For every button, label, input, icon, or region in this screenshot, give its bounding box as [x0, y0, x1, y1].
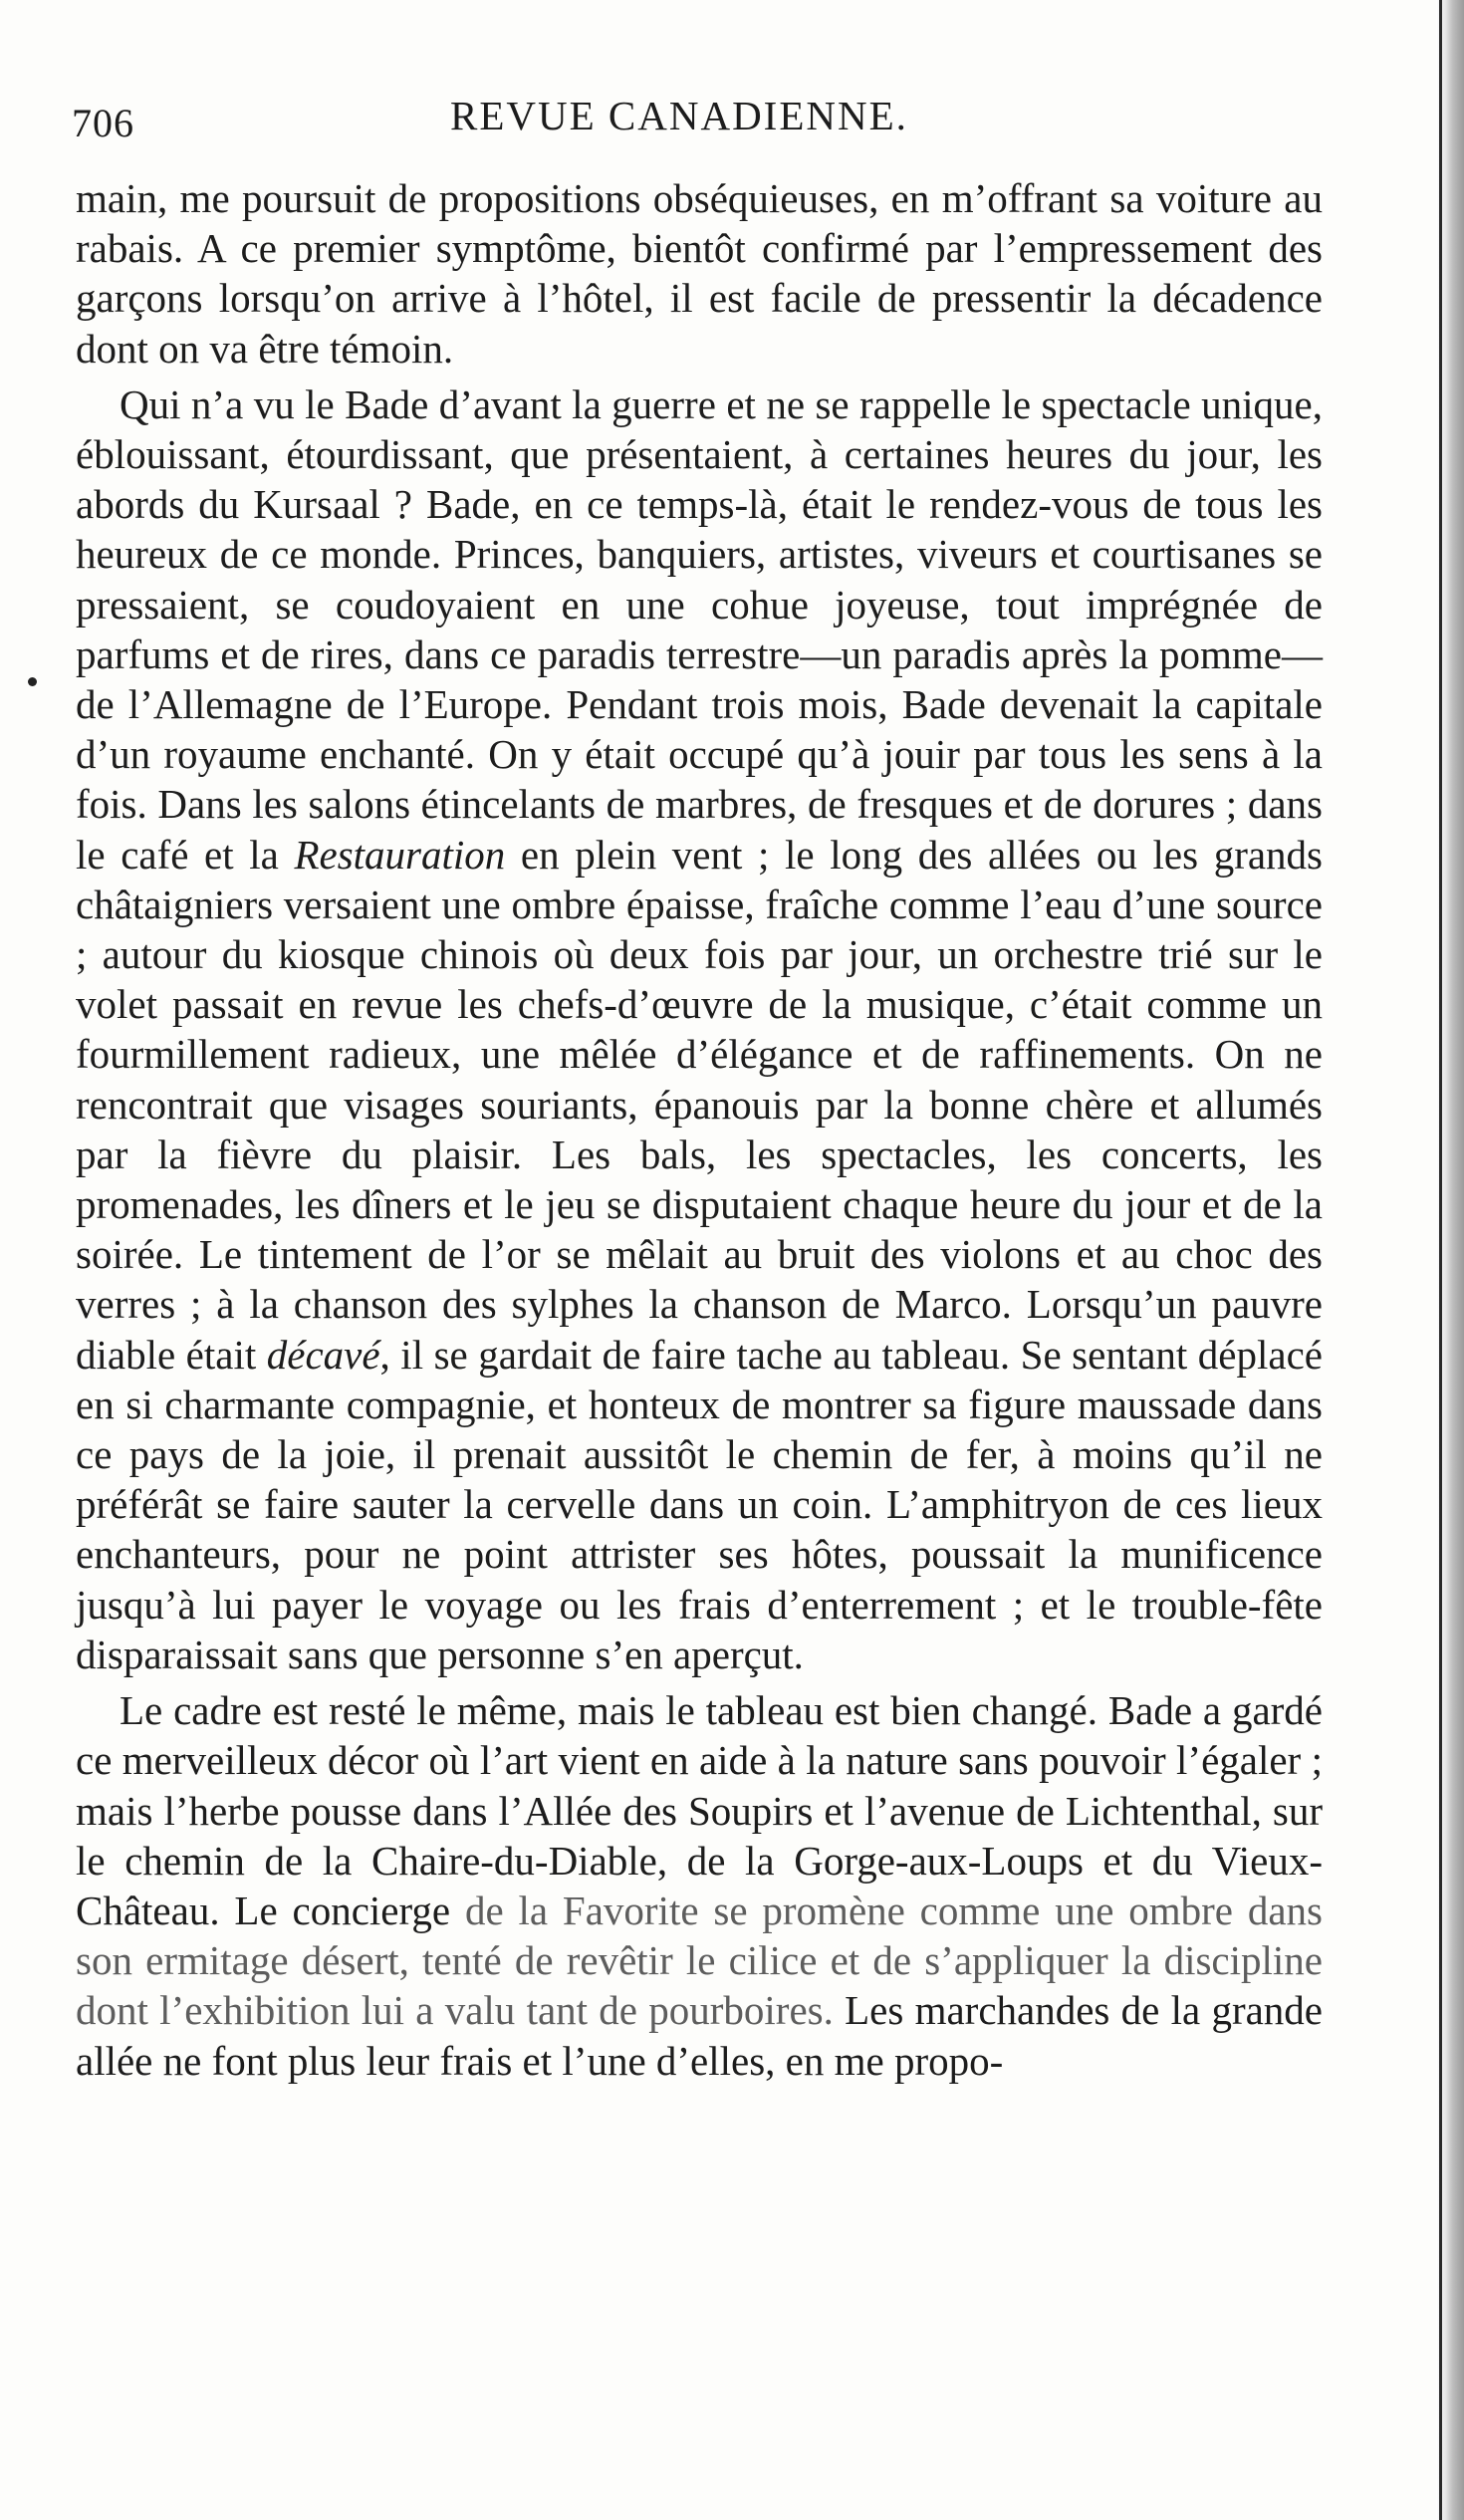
paragraph-3 — [76, 1685, 1323, 2086]
paragraph-2-text-end: , il se gardait de faire tache au tableau. Se sentant déplacé en si charmante compagnie, et honteux de montrer sa figure maussade dans ce pays de la joie, il prenait aussitôt le chemin de fer, à moins qu’il ne préférât se faire sauter la cervelle dans un coin. L’amphitryon de ces lieux enchanteurs, pour ne point attrister ses hôtes, poussait la munificence jusqu’à lui payer le voyage ou les frais d’enterrement ; et le trouble-fête disparaissait sans que personne s’en aperçut. — [76, 1331, 1323, 1677]
italic-restauration: Restauration — [294, 831, 506, 878]
ink-speck — [28, 677, 37, 686]
paragraph-2 — [76, 379, 1323, 1679]
page-number: 706 — [72, 101, 134, 145]
paragraph-3-faded-text: de la Favorite se promène comme une ombre dans son ermitage désert, tenté de revêtir le cilice et de s’appliquer la discipline dont l’exhibition lui a valu tant de pourboires. — [76, 1887, 1323, 2034]
body-text — [76, 173, 1323, 2086]
running-title: REVUE CANADIENNE. — [450, 93, 908, 138]
paragraph-3-text: Le cadre est resté le même, mais le tableau est bien changé. Bade a gardé ce merveilleux décor où l’art vient en aide à la nature sans pouvoir l’égaler ; mais l’herbe pousse dans l’Allée des Soupirs et l’avenue de Lichtenthal, sur le chemin de la Chaire-du-Diable, de la Gorge-aux-Loups et du Vieux-Château. Le concierge — [76, 1687, 1323, 1933]
paragraph-3-text-end: Les marchandes de la grande allée ne font plus leur frais et l’une d’elles, en me propo- — [76, 1987, 1324, 2084]
paragraph-2-text: Qui n’a vu le Bade d’avant la guerre et ne se rappelle le spectacle unique, éblouissant, étourdissant, que présentaient, à certaines heures du jour, les abords du Kursaal ? Bade, en ce temps-là, était le rendez-vous de tous les heureux de ce monde. Princes, banquiers, artistes, viveurs et courtisanes se pressaient, se coudoyaient en une cohue joyeuse, tout imprégnée de parfums et de rires, dans ce paradis terrestre—un paradis après la pomme—de l’Allemagne de l’Europe. Pendant trois mois, Bade devenait la capitale d’un royaume enchanté. On y était occupé qu’à jouir par tous les sens à la fois. Dans les salons étincelants de marbres, de fresques et de dorures ; dans le café et la — [76, 380, 1323, 878]
italic-decave: décavé — [266, 1331, 380, 1378]
paragraph-1 — [76, 173, 1323, 374]
paragraph-2-text-cont: en plein vent ; le long des allées ou les grands châtaigniers versaient une ombre épaisse, fraîche comme l’eau d’une source ; autour du kiosque chinois où deux fois par jour, un orchestre trié sur le volet passait en revue les chefs-d’œuvre de la musique, c’était comme un fourmillement radieux, une mêlée d’élégance et de raffinements. On ne rencontrait que visages souriants, épanouis par la bonne chère et allumés par la fièvre du plaisir. Les bals, les spectacles, les concerts, les promenades, les dîners et le jeu se disputaient chaque heure du jour et de la soirée. Le tintement de l’or se mêlait au bruit des violons et au choc des verres ; à la chanson des sylphes la chanson de Marco. Lorsqu’un pauvre diable était — [76, 831, 1323, 1378]
paragraph-1-text: main, me poursuit de propositions obséquieuses, en m’offrant sa voiture au rabais. A ce premier symptôme, bientôt confirmé par l’empressement des garçons lorsqu’on arrive à l’hôtel, il est facile de pressentir la décadence dont on va être témoin. — [76, 175, 1323, 372]
binding-edge-line — [1439, 0, 1442, 2520]
